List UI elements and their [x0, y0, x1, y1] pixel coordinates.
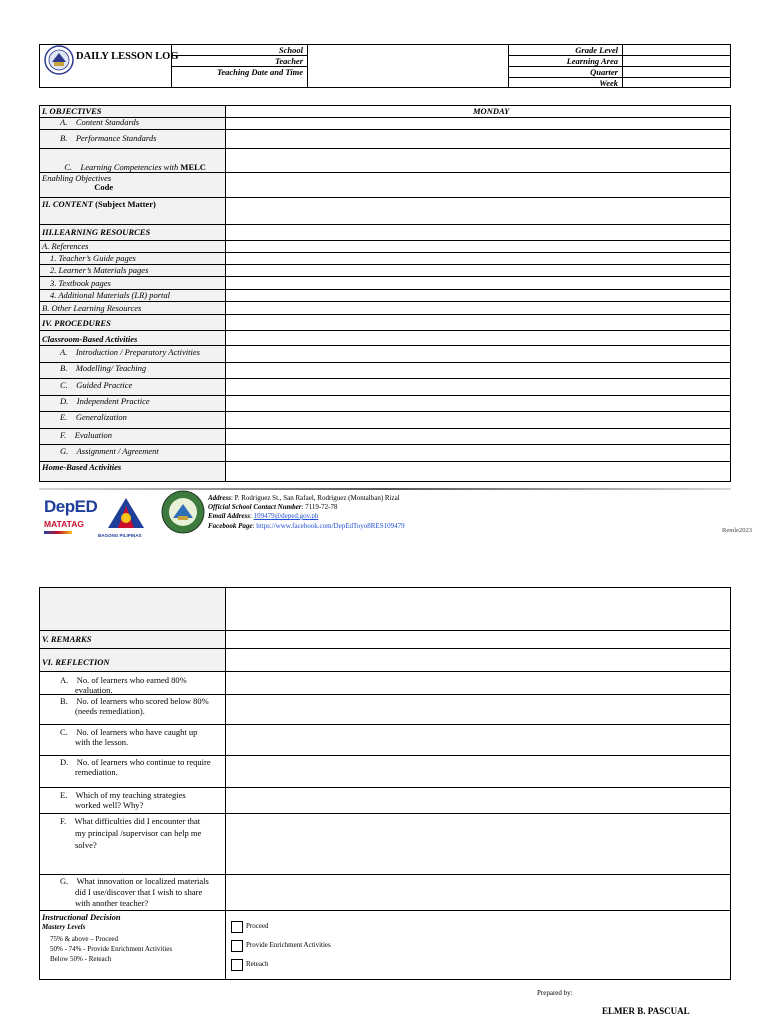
enabling-objectives-label: Enabling Objectives	[42, 173, 112, 183]
reflection-f: F. What difficulties did I encounter that my principal /supervisor can help me solve?	[60, 816, 202, 850]
mastery-50: 50% - 74% - Provide Enrichment Activities	[50, 945, 173, 953]
reteach-checkbox[interactable]	[231, 959, 243, 971]
bagong-pilipinas-logo	[100, 494, 152, 532]
reflection-e: E. Which of my teaching strategies worked well? Why?	[60, 790, 186, 810]
deped-matatag-logo: DepED MATATAG	[44, 497, 96, 541]
remarks-heading: V. REMARKS	[42, 634, 92, 644]
reflection-b: B. No. of learners who scored below 80% (needs remediation).	[60, 696, 209, 716]
grade-level-label: Grade Level	[575, 45, 618, 55]
email-line: Email Address: 109479@deped.gov.ph	[208, 512, 319, 520]
deped-seal-logo	[44, 45, 74, 75]
bagong-pilipinas-text: BAGONG PILIPINAS	[98, 533, 142, 538]
proc-modelling-label: B. Modelling/ Teaching	[60, 363, 147, 373]
mastery-levels-label: Mastery Levels	[42, 923, 86, 931]
learning-area-label: Learning Area	[566, 56, 618, 66]
home-activities-label: Home-Based Activities	[42, 462, 122, 472]
proceed-label: Proceed	[246, 922, 269, 930]
content-label: II. CONTENT (Subject Matter)	[42, 199, 156, 209]
classroom-activities-label: Classroom-Based Activities	[42, 334, 138, 344]
references-label: A. References	[42, 241, 89, 251]
teachers-guide-label: 1. Teacher’s Guide pages	[50, 253, 136, 263]
performance-standards-label: B. Performance Standards	[60, 133, 157, 143]
reflection-d: D. No. of learners who continue to require remediation.	[60, 757, 211, 777]
enrichment-label: Provide Enrichment Activities	[246, 941, 331, 949]
teacher-label: Teacher	[274, 56, 303, 66]
school-label: School	[278, 45, 303, 55]
preparer-name: ELMER B. PASCUAL	[602, 1006, 690, 1016]
facebook-link[interactable]: https://www.facebook.com/DepEdToyo8RES109479	[256, 522, 405, 530]
reflection-c: C. No. of learners who have caught up with the lesson.	[60, 727, 198, 747]
competencies-label: C. Learning Competencies with MELC Code	[64, 162, 206, 192]
proc-generalization-label: E. Generalization	[60, 412, 127, 422]
teaching-date-label: Teaching Date and Time	[216, 67, 303, 77]
learners-materials-label: 2. Learner’s Materials pages	[50, 265, 149, 275]
enrichment-checkbox[interactable]	[231, 940, 243, 952]
form-code: Remle2023	[722, 527, 752, 534]
reflection-a: A. No. of learners who earned 80% evaluation.	[60, 675, 187, 695]
header-title: DAILY LESSON LOG	[76, 51, 179, 62]
proc-independent-label: D. Independent Practice	[60, 396, 150, 406]
content-standards-label: A. Content Standards	[60, 117, 140, 127]
contact-line: Official School Contact Number: 7119-72-78	[208, 503, 338, 511]
proceed-checkbox[interactable]	[231, 921, 243, 933]
email-link[interactable]: 109479@deped.gov.ph	[253, 512, 319, 520]
facebook-line: Facebook Page: https://www.facebook.com/DepEdToyo8RES109479	[208, 522, 405, 530]
textbook-label: 3. Textbook pages	[50, 278, 111, 288]
footer-rule	[39, 488, 731, 490]
week-label: Week	[599, 78, 618, 88]
proc-evaluation-label: F. Evaluation	[60, 430, 113, 440]
reteach-label: Reteach	[246, 960, 269, 968]
school-seal-logo	[161, 490, 205, 534]
day-heading: MONDAY	[473, 106, 510, 116]
other-resources-label: B. Other Learning Resources	[42, 303, 142, 313]
proc-assignment-label: G. Assignment / Agreement	[60, 446, 159, 456]
mastery-75: 75% & above – Proceed	[50, 935, 119, 943]
quarter-label: Quarter	[590, 67, 618, 77]
objectives-heading: I. OBJECTIVES	[42, 106, 102, 116]
reflection-heading: VI. REFLECTION	[42, 657, 110, 667]
mastery-below: Below 50% - Reteach	[50, 955, 112, 963]
instructional-decision-heading: Instructional Decision	[42, 912, 121, 922]
proc-introduction-label: A. Introduction / Preparatory Activities	[60, 347, 200, 357]
proc-guided-label: C. Guided Practice	[60, 380, 133, 390]
address-line: Address: P. Rodriguez St., San Rafael, Rodriguez (Montalban) Rizal	[208, 494, 400, 502]
reflection-g: G. What innovation or localized materials did I use/discover that I wish to share with another teacher?	[60, 876, 209, 908]
additional-materials-label: 4. Additional Materials (LR) portal	[50, 290, 171, 300]
prepared-by-label: Prepared by:	[537, 989, 573, 997]
learning-resources-heading: III.LEARNING RESOURCES	[42, 227, 151, 237]
procedures-heading: IV. PROCEDURES	[42, 318, 111, 328]
